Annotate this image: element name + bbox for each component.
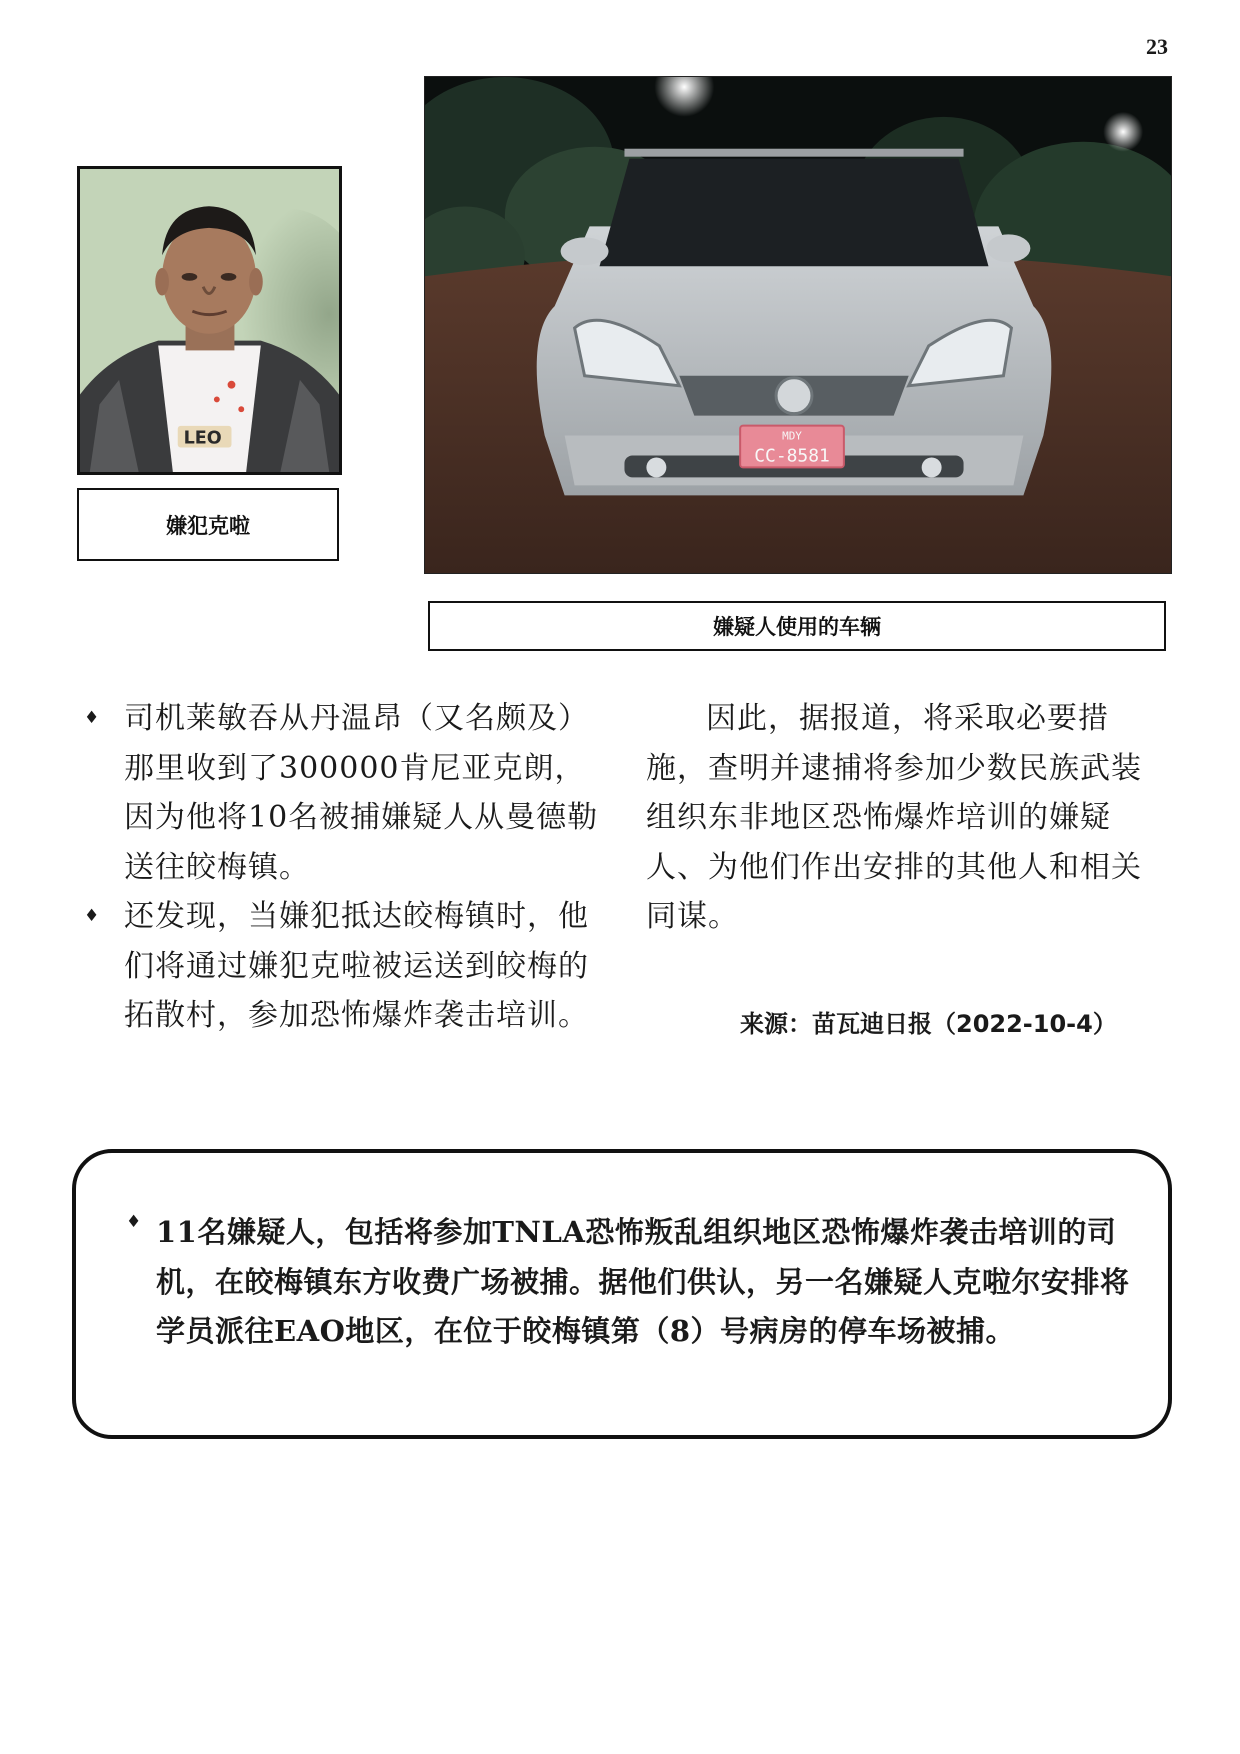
suspect-photo [77,166,342,475]
left-column [84,694,614,1041]
page-number: 23 [1146,34,1168,59]
diamond-bullet-icon: ♦ [84,906,101,926]
suspect-caption: 嫌犯克啦 [77,488,339,561]
bullet-text: 还发现，当嫌犯抵达皎梅镇时，他们将通过嫌犯克啦被运送到皎梅的拓散村，参加恐怖爆炸袭击培训。 [124,899,589,1033]
right-column-paragraph: 因此，据报道，将采取必要措施，查明并逮捕将参加少数民族武装组织东非地区恐怖爆炸培训的嫌疑人、为他们作出安排的其他人和相关同谋。 [646,701,1142,934]
plate-top-text: MDY [782,429,802,443]
list-item [126,1208,1148,1357]
list-item [84,892,614,1041]
shirt-logo-text: LEO [183,428,222,449]
vehicle-caption: 嫌疑人使用的车辆 [428,601,1166,651]
plate-bottom-text: CC-8581 [754,445,830,467]
source-citation: 来源：苗瓦迪日报（2022-10-4） [740,1010,1117,1038]
diamond-bullet-icon: ♦ [126,1212,142,1232]
summary-text: 11名嫌疑人，包括将参加TNLA恐怖叛乱组织地区恐怖爆炸袭击培训的司机，在皎梅镇东方收费广场被捕。据他们供认，另一名嫌疑人克啦尔安排将学员派往EAO地区，在位于皎梅镇第（8）号病房的停车场被捕。 [156,1215,1130,1348]
bullet-text: 司机莱敏吞从丹温昂（又名颇及）那里收到了300000肯尼亚克朗，因为他将10名被捕嫌疑人从曼德勒送往皎梅镇。 [124,701,599,885]
vehicle-photo [424,76,1172,574]
diamond-bullet-icon: ♦ [84,708,101,728]
summary-box [72,1149,1172,1439]
list-item [84,694,614,892]
